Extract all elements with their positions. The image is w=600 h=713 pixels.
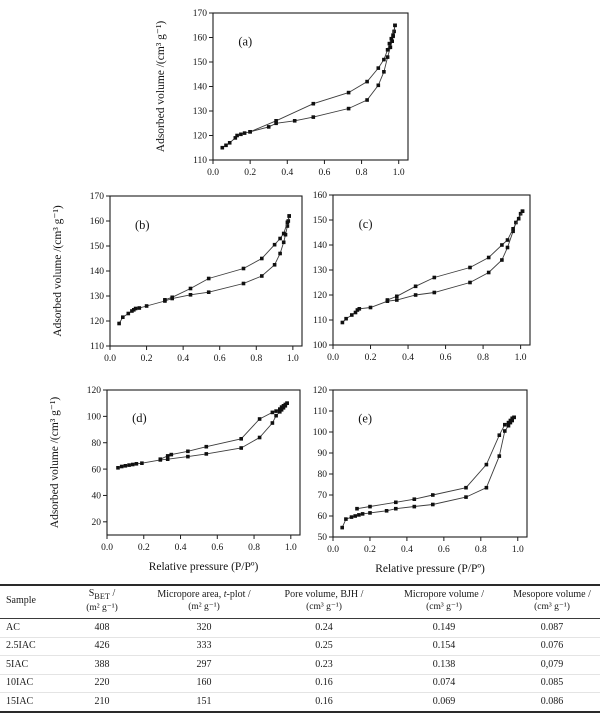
svg-text:0.0: 0.0 xyxy=(104,354,116,364)
x-axis xyxy=(207,160,405,178)
isotherm-plot-b xyxy=(46,187,315,377)
panel-label: (b) xyxy=(134,218,150,232)
value-cell: 333 xyxy=(144,637,264,656)
panel-label: (e) xyxy=(358,411,373,426)
x-axis xyxy=(104,346,299,364)
svg-text:0.4: 0.4 xyxy=(174,543,187,553)
value-cell: 0.138 xyxy=(384,656,504,675)
header-micropore-volume xyxy=(384,585,504,619)
panel-label: (c) xyxy=(358,217,373,231)
svg-text:0.2: 0.2 xyxy=(364,353,377,363)
svg-text:0.4: 0.4 xyxy=(281,168,294,178)
value-cell: 0.085 xyxy=(504,674,600,693)
svg-text:150: 150 xyxy=(312,216,327,227)
svg-text:90: 90 xyxy=(317,449,327,460)
value-cell: 220 xyxy=(60,674,144,693)
series-adsorption xyxy=(340,416,516,530)
svg-text:110: 110 xyxy=(313,407,327,418)
header-sbet-label: $S_{BET}$ / xyxy=(88,588,116,601)
isotherm-plot-e xyxy=(297,381,540,586)
isotherm-plot-d xyxy=(43,381,313,584)
panel-label: (d) xyxy=(132,410,147,425)
value-cell: 297 xyxy=(144,656,264,675)
series-desorption xyxy=(159,401,289,461)
svg-text:0.8: 0.8 xyxy=(477,353,490,363)
svg-text:40: 40 xyxy=(91,491,101,502)
svg-text:120: 120 xyxy=(312,386,327,397)
svg-text:1.0: 1.0 xyxy=(511,545,524,555)
plot-canvas-a xyxy=(149,4,421,186)
svg-text:0.6: 0.6 xyxy=(318,168,331,178)
svg-text:120: 120 xyxy=(86,386,101,397)
y-axis xyxy=(313,386,333,543)
y-axis xyxy=(313,191,333,351)
value-cell: 0.23 xyxy=(264,656,384,675)
svg-text:160: 160 xyxy=(89,217,104,228)
svg-text:60: 60 xyxy=(91,465,101,476)
svg-text:160: 160 xyxy=(312,191,327,202)
svg-text:150: 150 xyxy=(89,242,104,253)
svg-text:20: 20 xyxy=(91,518,101,529)
header-sample: Sample xyxy=(0,585,60,619)
svg-text:100: 100 xyxy=(312,341,327,352)
x-axis xyxy=(101,535,297,553)
value-cell: 151 xyxy=(196,695,212,707)
svg-text:150: 150 xyxy=(192,58,207,69)
svg-text:110: 110 xyxy=(313,316,327,327)
isotherm-plot-a xyxy=(149,4,421,191)
value-cell: 0.086 xyxy=(540,695,564,707)
table-row xyxy=(0,656,600,675)
svg-text:130: 130 xyxy=(192,107,207,118)
svg-text:160: 160 xyxy=(192,33,207,44)
svg-text:120: 120 xyxy=(192,131,207,142)
header-mesopore-volume-unit: (cm³ g⁻¹) xyxy=(534,602,570,613)
value-cell: 0.16 xyxy=(315,695,333,707)
header-micropore-volume-label: Micropore volume / xyxy=(404,588,484,600)
svg-text:170: 170 xyxy=(89,192,104,203)
x-axis-title: Relative pressure (P/Pº) xyxy=(375,563,485,575)
value-cell: 0.154 xyxy=(384,637,504,656)
svg-text:140: 140 xyxy=(312,241,327,252)
sample-cell: 10IAC xyxy=(0,674,60,693)
value-cell: 0.24 xyxy=(264,619,384,638)
isotherm-plot-c xyxy=(297,186,543,376)
header-sbet-unit: (m² g⁻¹) xyxy=(86,603,118,614)
value-cell: 0.087 xyxy=(504,619,600,638)
svg-text:130: 130 xyxy=(89,292,104,303)
series-desorption xyxy=(248,24,397,134)
svg-text:1.0: 1.0 xyxy=(392,168,405,178)
svg-text:80: 80 xyxy=(91,438,101,449)
table-row xyxy=(0,637,600,656)
svg-text:80: 80 xyxy=(317,470,327,481)
series-desorption xyxy=(163,214,291,301)
svg-text:0.6: 0.6 xyxy=(213,354,226,364)
svg-text:110: 110 xyxy=(90,342,104,353)
y-axis-title: Adsorbed volume /(cm³ g⁻¹) xyxy=(49,396,61,529)
svg-text:1.0: 1.0 xyxy=(286,354,299,364)
svg-text:0.2: 0.2 xyxy=(364,545,376,555)
header-sbet xyxy=(60,585,144,619)
panel-label: (a) xyxy=(238,34,253,49)
table-row xyxy=(0,619,600,638)
svg-text:50: 50 xyxy=(317,533,327,544)
header-pore-volume xyxy=(264,585,384,619)
svg-text:0.0: 0.0 xyxy=(327,353,339,363)
header-micropore-area-unit: (m² g⁻¹) xyxy=(188,602,220,613)
svg-text:130: 130 xyxy=(312,266,327,277)
svg-text:0.8: 0.8 xyxy=(248,543,260,553)
results-table xyxy=(0,584,600,713)
svg-text:60: 60 xyxy=(317,512,327,523)
svg-text:0.4: 0.4 xyxy=(400,545,413,555)
sample-cell: 15IAC xyxy=(6,695,34,707)
plot-canvas-b xyxy=(46,187,315,372)
svg-text:0.2: 0.2 xyxy=(137,543,150,553)
sample-cell: 2.5IAC xyxy=(0,637,60,656)
value-cell: 210 xyxy=(94,695,110,707)
header-micropore-volume-unit: (cm³ g⁻¹) xyxy=(426,602,462,613)
svg-text:1.0: 1.0 xyxy=(514,353,527,363)
y-axis-title: Adsorbed volume /(cm³ g⁻¹) xyxy=(155,20,167,153)
series-desorption xyxy=(355,416,516,511)
svg-text:100: 100 xyxy=(312,428,327,439)
plot-canvas-d xyxy=(43,381,313,579)
value-cell: 0.25 xyxy=(264,637,384,656)
value-cell: 160 xyxy=(144,674,264,693)
svg-text:170: 170 xyxy=(192,9,207,20)
sample-cell: 5IAC xyxy=(0,656,60,675)
value-cell: 408 xyxy=(60,619,144,638)
svg-text:0.4: 0.4 xyxy=(177,354,190,364)
svg-text:120: 120 xyxy=(312,291,327,302)
table-row xyxy=(0,693,600,712)
svg-text:140: 140 xyxy=(192,82,207,93)
header-mesopore-volume-label: Mesopore volume / xyxy=(513,588,591,600)
header-pore-volume-unit: (cm³ g⁻¹) xyxy=(306,602,342,613)
y-axis-title: Adsorbed volume /(cm³ g⁻¹) xyxy=(52,205,64,337)
svg-text:120: 120 xyxy=(89,317,104,328)
svg-text:0.8: 0.8 xyxy=(250,354,263,364)
svg-text:0.8: 0.8 xyxy=(474,545,487,555)
header-mesopore-volume xyxy=(504,585,600,619)
results-table-container xyxy=(0,584,600,713)
svg-text:0.6: 0.6 xyxy=(439,353,452,363)
svg-text:0.0: 0.0 xyxy=(101,543,113,553)
table-row xyxy=(0,674,600,693)
value-cell: 0.16 xyxy=(264,674,384,693)
value-cell: 0.076 xyxy=(504,637,600,656)
value-cell: 0.149 xyxy=(384,619,504,638)
y-axis xyxy=(193,9,213,166)
svg-text:0.4: 0.4 xyxy=(402,353,414,363)
value-cell: 426 xyxy=(60,637,144,656)
svg-text:1.0: 1.0 xyxy=(284,543,297,553)
value-cell: 0.069 xyxy=(432,695,456,707)
y-axis xyxy=(90,192,110,352)
plot-canvas-e xyxy=(297,381,540,581)
header-pore-volume-label: Pore volume, BJH / xyxy=(284,588,364,600)
header-micropore-area-label: Micropore area, t-plot / xyxy=(157,588,251,600)
svg-text:0.6: 0.6 xyxy=(211,543,224,553)
plot-canvas-c xyxy=(297,186,543,371)
svg-text:0.6: 0.6 xyxy=(437,545,450,555)
value-cell: 388 xyxy=(60,656,144,675)
svg-text:110: 110 xyxy=(193,156,207,167)
table-header xyxy=(0,585,600,619)
value-cell: 320 xyxy=(144,619,264,638)
x-axis-title: Relative pressure (P/Pº) xyxy=(148,561,259,573)
svg-text:0.0: 0.0 xyxy=(207,168,219,178)
sample-cell: AC xyxy=(0,619,60,638)
header-micropore-area xyxy=(144,585,264,619)
x-axis xyxy=(327,345,527,363)
value-cell: 0.074 xyxy=(384,674,504,693)
svg-text:0.0: 0.0 xyxy=(327,545,339,555)
x-axis xyxy=(327,537,524,555)
svg-text:70: 70 xyxy=(317,491,327,502)
svg-text:140: 140 xyxy=(89,267,104,278)
svg-text:0.2: 0.2 xyxy=(140,354,153,364)
value-cell: 0,079 xyxy=(504,656,600,675)
y-axis xyxy=(87,386,107,528)
svg-text:100: 100 xyxy=(86,412,101,423)
svg-text:0.8: 0.8 xyxy=(355,168,368,178)
svg-text:0.2: 0.2 xyxy=(244,168,257,178)
table-body xyxy=(0,619,600,712)
